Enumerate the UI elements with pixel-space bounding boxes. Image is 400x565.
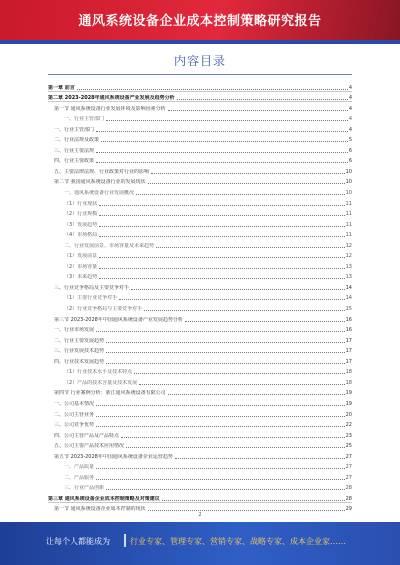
toc-leader-dots: [121, 437, 345, 438]
toc-entry-page: 20: [345, 411, 352, 418]
toc-leader-dots: [185, 321, 345, 322]
toc-entry[interactable]: [48, 270, 352, 281]
toc-entry[interactable]: [48, 185, 352, 196]
toc-entry[interactable]: [48, 154, 352, 165]
toc-entry[interactable]: [48, 481, 352, 492]
toc-leader-dots: [96, 331, 345, 332]
header-stripe: [0, 40, 400, 44]
toc-entry-label: 一、行业主管部门: [64, 116, 105, 123]
toc-leader-dots: [99, 205, 344, 206]
toc-leader-dots: [168, 394, 345, 395]
toc-entry-page: 4: [348, 126, 352, 133]
toc-entry-page: 4: [348, 116, 352, 123]
toc-entry-label: （2）行业规模: [64, 211, 98, 218]
toc-entry-label: 第四节 行业案例分析：浙江通风系统设备有限公司: [54, 390, 166, 397]
toc-entry[interactable]: [48, 112, 352, 123]
toc-entry-label: 第一章 前言: [48, 84, 75, 91]
toc-entry-page: 23: [345, 432, 352, 439]
toc-entry-label: 第一节 通风系统设备行业发展环境及影响因素分析: [54, 105, 166, 112]
toc-entry[interactable]: [48, 122, 352, 133]
toc-entry-page: 11: [345, 221, 352, 228]
toc-entry-page: 4: [348, 95, 352, 102]
toc-entry[interactable]: [48, 101, 352, 112]
toc-entry-page: 27: [345, 464, 352, 471]
toc-entry-page: 19: [345, 400, 352, 407]
toc-entry-label: 第二节 我国通风系统设备行业的发展现状: [54, 179, 146, 186]
toc-entry-label: 一、行业主管部门: [54, 126, 95, 133]
table-of-contents: [48, 80, 352, 512]
toc-entry-label: 第二章 2023-2028年通风系统设备产业发展及趋势分析: [48, 95, 175, 102]
toc-entry-label: （4）市场格局: [64, 232, 98, 239]
toc-entry-page: 16: [345, 316, 352, 323]
toc-entry-label: 三、行业竞争格局及主要竞争对手: [54, 284, 130, 291]
toc-entry[interactable]: [48, 259, 352, 270]
toc-entry[interactable]: [48, 238, 352, 249]
toc-entry-page: 11: [345, 200, 352, 207]
toc-leader-dots: [99, 215, 344, 216]
toc-entry-page: 4: [348, 105, 352, 112]
toc-leader-dots: [99, 268, 344, 269]
toc-entry-label: （3）未来趋势: [64, 274, 98, 281]
toc-entry[interactable]: [48, 323, 352, 334]
toc-entry-label: 第三章 通风系统设备企业成本控制策略及对策建议: [48, 495, 160, 502]
toc-leader-dots: [99, 278, 344, 279]
footer-slogan-right: 行业专家、管理专家、营销专家、战略专家、成本企业家……: [130, 537, 346, 546]
report-header: [0, 0, 400, 40]
toc-entry-page: 17: [345, 358, 352, 365]
page-number: 2: [198, 512, 202, 518]
footer-slogan-left: 让每个人都能成为: [46, 537, 110, 546]
toc-entry[interactable]: [48, 449, 352, 460]
toc-leader-dots: [101, 141, 348, 142]
toc-entry[interactable]: [48, 196, 352, 207]
toc-leader-dots: [106, 363, 345, 364]
toc-leader-dots: [162, 500, 345, 501]
toc-entry-page: 22: [345, 422, 352, 429]
toc-entry-label: 第三节 2023-2028年中国通风系统设备产业发展趋势分析: [54, 316, 183, 323]
toc-entry[interactable]: [48, 143, 352, 154]
toc-entry-label: 二、行业主要发展趋势: [54, 337, 105, 344]
toc-entry[interactable]: [48, 228, 352, 239]
toc-entry-page: 15: [345, 306, 352, 313]
toc-entry-label: 二、行业发展前景、市场容量及未来趋势: [64, 242, 155, 249]
toc-entry-label: 二、产品服务: [64, 474, 95, 481]
toc-entry[interactable]: [48, 491, 352, 502]
toc-leader-dots: [139, 384, 344, 385]
toc-leader-dots: [99, 257, 344, 258]
toc-entry-page: 17: [345, 348, 352, 355]
toc-leader-dots: [96, 468, 345, 469]
toc-entry-page: 6: [348, 158, 352, 165]
toc-entry[interactable]: [48, 291, 352, 302]
toc-entry[interactable]: [48, 439, 352, 450]
toc-entry[interactable]: [48, 407, 352, 418]
toc-entry-page: 11: [345, 211, 352, 218]
toc-entry-label: 第一节 通风系统设备企业成本控制的现状: [54, 506, 146, 513]
toc-entry-label: 一、公司基本情况: [54, 400, 95, 407]
footer-separator: [124, 534, 126, 547]
toc-entry[interactable]: [48, 365, 352, 376]
toc-entry-page: 11: [345, 232, 352, 239]
toc-entry-label: 三、行业产品创新: [64, 485, 105, 492]
toc-entry-page: 5: [348, 137, 352, 144]
toc-entry[interactable]: [48, 502, 352, 513]
toc-leader-dots: [77, 89, 348, 90]
toc-entry[interactable]: [48, 470, 352, 481]
toc-leader-dots: [131, 289, 345, 290]
toc-entry-page: 29: [345, 506, 352, 513]
toc-entry-page: 25: [345, 443, 352, 450]
toc-entry-page: 14: [345, 295, 352, 302]
toc-entry-page: 12: [345, 242, 352, 249]
toc-entry[interactable]: [48, 418, 352, 429]
toc-entry-label: 三、行业发展技术趋势: [54, 348, 105, 355]
toc-entry[interactable]: [48, 428, 352, 439]
toc-leader-dots: [106, 489, 345, 490]
toc-leader-dots: [96, 162, 348, 163]
toc-entry[interactable]: [48, 386, 352, 397]
toc-entry[interactable]: [48, 460, 352, 471]
toc-leader-dots: [168, 110, 348, 111]
toc-entry-label: （1）发展前景: [64, 253, 98, 260]
report-title: 通风系统设备企业成本控制策略研究报告: [78, 14, 322, 29]
toc-leader-dots: [96, 416, 345, 417]
toc-leader-dots: [96, 152, 348, 153]
toc-entry-page: 13: [345, 263, 352, 270]
toc-leader-dots: [106, 342, 345, 343]
toc-leader-dots: [136, 194, 345, 195]
toc-entry-page: 6: [348, 147, 352, 154]
toc-entry[interactable]: [48, 207, 352, 218]
toc-entry[interactable]: [48, 280, 352, 291]
toc-entry-page: 10: [345, 190, 352, 197]
toc-entry-page: 12: [345, 253, 352, 260]
toc-entry-label: 一、产品质量: [64, 464, 95, 471]
toc-entry[interactable]: [48, 175, 352, 186]
toc-entry[interactable]: [48, 312, 352, 323]
toc-leader-dots: [96, 405, 345, 406]
toc-entry[interactable]: [48, 333, 352, 344]
toc-entry[interactable]: [48, 91, 352, 102]
toc-entry[interactable]: [48, 164, 352, 175]
toc-entry[interactable]: [48, 249, 352, 260]
toc-leader-dots: [144, 310, 344, 311]
toc-leader-dots: [151, 173, 345, 174]
toc-leader-dots: [96, 131, 348, 132]
toc-leader-dots: [175, 458, 345, 459]
toc-entry-label: 三、公司竞争优势: [54, 422, 95, 429]
toc-entry-label: 一、行业市场发展: [54, 327, 95, 334]
toc-entry-label: （2）产品的技术含量及技术发展: [64, 379, 138, 386]
toc-entry[interactable]: [48, 301, 352, 312]
toc-entry-page: 10: [345, 179, 352, 186]
toc-entry-page: 18: [345, 379, 352, 386]
toc-leader-dots: [156, 247, 345, 248]
toc-leader-dots: [119, 299, 344, 300]
toc-entry[interactable]: [48, 217, 352, 228]
footer-banner: [0, 522, 400, 565]
toc-entry[interactable]: [48, 375, 352, 386]
toc-entry-label: （3）发展趋势: [64, 221, 98, 228]
toc-entry-page: 28: [345, 495, 352, 502]
toc-entry-page: 10: [345, 168, 352, 175]
toc-leader-dots: [177, 99, 348, 100]
toc-leader-dots: [96, 426, 345, 427]
toc-divider: [48, 74, 352, 75]
toc-entry-page: 19: [345, 390, 352, 397]
toc-entry-label: 五、主要法律法规、行业政策对行业的影响: [54, 168, 150, 175]
toc-entry-page: 27: [345, 474, 352, 481]
toc-entry-label: （1）主要行业竞争对手: [64, 295, 118, 302]
toc-entry-page: 17: [345, 337, 352, 344]
toc-leader-dots: [134, 373, 344, 374]
toc-title: 内容目录: [173, 54, 226, 68]
toc-entry-page: 4: [348, 84, 352, 91]
toc-entry-page: 28: [345, 485, 352, 492]
toc-entry[interactable]: [48, 354, 352, 365]
toc-entry-label: 二、行业法规及政策: [54, 137, 100, 144]
toc-entry-label: 四、公司主营产品及产品特点: [54, 432, 120, 439]
toc-entry-label: 一、通风系统设备行业发展概况: [64, 190, 135, 197]
toc-entry-label: （1）行业现状: [64, 200, 98, 207]
toc-leader-dots: [99, 226, 344, 227]
toc-entry[interactable]: [48, 133, 352, 144]
toc-entry-label: （2）市场容量: [64, 263, 98, 270]
toc-entry[interactable]: [48, 80, 352, 91]
toc-leader-dots: [126, 447, 345, 448]
toc-entry-label: 三、行业主要法规: [54, 147, 95, 154]
toc-entry-label: 第五节 2023-2028年中国通风系统设备企业运营趋势: [54, 453, 173, 460]
toc-entry-label: 四、行业技术发展趋势: [54, 358, 105, 365]
toc-entry[interactable]: [48, 396, 352, 407]
toc-entry-page: 18: [345, 369, 352, 376]
toc-entry-label: 四、行业主要政策: [54, 158, 95, 165]
toc-entry-label: （2）行业竞争格局与主要竞争对手: [64, 306, 143, 313]
toc-leader-dots: [106, 352, 345, 353]
toc-entry-page: 13: [345, 274, 352, 281]
toc-entry[interactable]: [48, 344, 352, 355]
toc-leader-dots: [99, 236, 344, 237]
toc-entry-label: （1）行业技术水平及技术特点: [64, 369, 133, 376]
toc-entry-page: 14: [345, 284, 352, 291]
toc-entry-label: 二、公司主营业务: [54, 411, 95, 418]
toc-leader-dots: [148, 183, 345, 184]
toc-entry-page: 27: [345, 453, 352, 460]
toc-entry-page: 16: [345, 327, 352, 334]
toc-leader-dots: [106, 120, 348, 121]
toc-leader-dots: [96, 479, 345, 480]
toc-entry-label: 五、公司主要产品技术应用情况: [54, 443, 125, 450]
